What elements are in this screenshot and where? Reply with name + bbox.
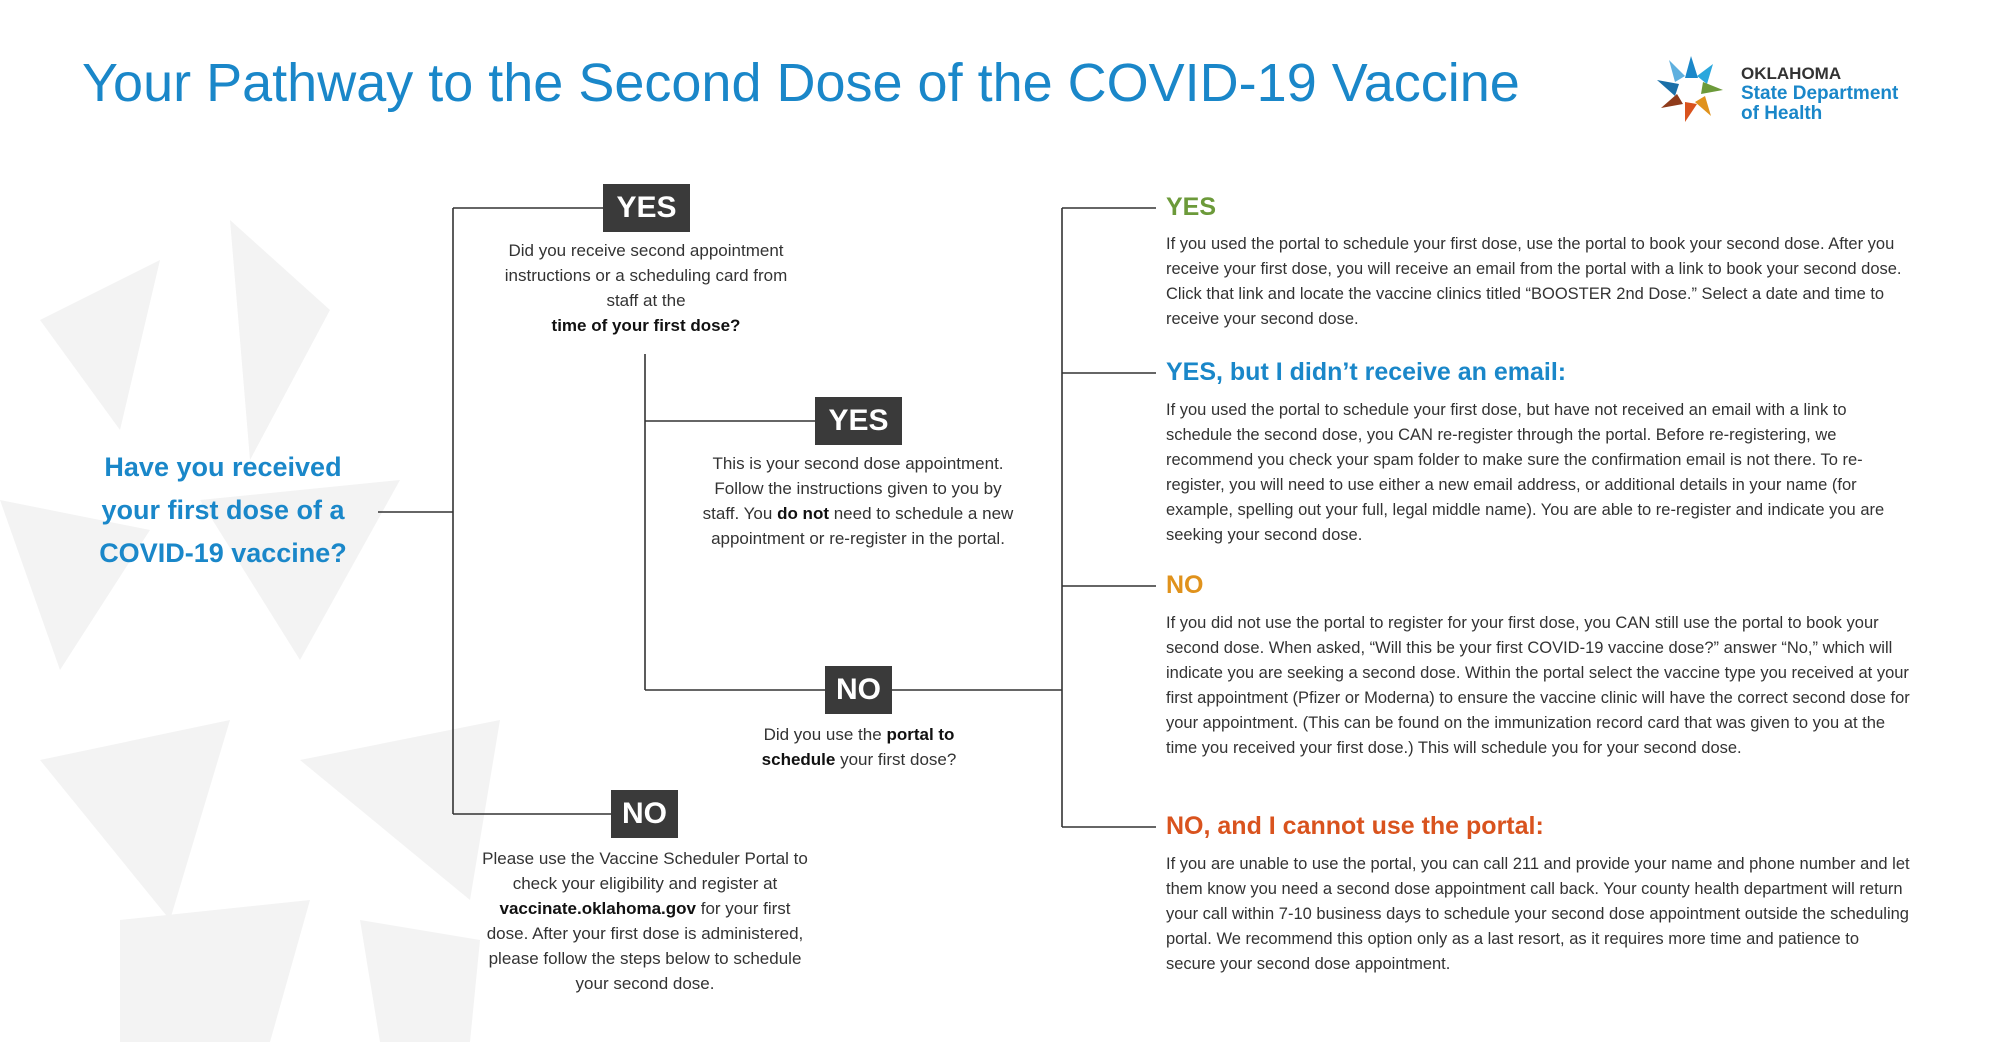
page-title: Your Pathway to the Second Dose of the COVID-19 Vaccine [82,53,1520,113]
right-heading-yes-no-email: YES, but I didn’t receive an email: [1166,358,1567,386]
no-first-info-bold: vaccinate.oklahoma.gov [499,899,697,918]
ok-health-logo [1655,52,1925,128]
no-portal-question-text-b: your first dose? [840,750,957,769]
yes-second-info-text-a: This is your second dose appointment. Follow the instructions given to you by staff. You [702,454,1004,523]
right-text-yes: If you used the portal to schedule your first dose, use the portal to book your second dose. After you receive your first dose, you will receive an email from the portal with a link to book your second dose. Click that link and locate the vaccine clinics titled “BOOSTER 2nd Dose.” Select a date and time to receive your second dose. [1166,235,1902,328]
no-first-info-text-b: for your first dose. After your first dose is administered, please follow the steps below to schedule your second dose. [486,899,804,993]
no-first-info-text-a: Please use the Vaccine Scheduler Portal to check your eligibility and register at [482,849,808,893]
right-text-yes-no-email: If you used the portal to schedule your first dose, but have not received an email with a link to schedule the second dose, you CAN re-register through the portal. Before re-registering, we recommend you check your spam folder to make sure the confirmation email is not there. To re-register, you will need to use either a new email address, or additional details in your name (for example, spelling out your full, legal middle name). You are able to re-register and indicate you are seeking your second dose. [1166,401,1885,544]
logo-line-oklahoma: OKLAHOMA [1741,64,1842,83]
no-portal-question-bold: portal to schedule [761,725,955,769]
no-box-first: NO [611,790,678,838]
right-heading-yes: YES [1166,193,1217,221]
yes-second-info-text-b: need to schedule a new appointment or re-register in the portal. [711,504,1014,548]
yes-first-question [493,238,799,338]
right-text-no-portal: If you are unable to use the portal, you can call 211 and provide your name and phone number and let them know you need a second dose appointment call back. Your county health department will return your call within 7-10 business days to schedule your second dose appointment outside the scheduling portal. We recommend this option only as a last resort, as it requires more time and patience to secure your second dose appointment. [1166,855,1910,973]
yes-second-info [696,451,1020,551]
no-first-info [478,846,812,996]
right-heading-no-portal: NO, and I cannot use the portal: [1166,812,1544,840]
yes-first-question-bold: time of your first dose? [551,316,741,335]
logo-line-of-health: of Health [1741,103,1823,124]
yes-box-second: YES [815,397,902,445]
yes-second-info-bold: do not [777,504,829,523]
right-text-no: If you did not use the portal to register for your first dose, you CAN still use the portal to book your second dose. When asked, “Will this be your first COVID-19 vaccine dose?” answer “No,” which will indicate you are seeking a second dose. Within the portal select the vaccine type you received at your first appointment (Pfizer or Moderna) to ensure the vaccine clinic will have the correct second dose for your appointment. (This can be found on the immunization record card that was given to you at the time you received your first dose.) This will schedule you for your second dose. [1166,614,1910,757]
no-box-portal: NO [825,666,892,714]
oklahoma-star-logo-icon [1655,52,1727,124]
root-question: Have you received your first dose of a COVID-19 vaccine? [99,452,347,568]
right-heading-no: NO [1166,571,1204,599]
yes-first-question-text: Did you receive second appointment instructions or a scheduling card from staff at the [504,241,788,310]
no-portal-question-text-a: Did you use the [763,725,882,744]
logo-line-state-department: State Department [1741,83,1899,104]
yes-box-first: YES [603,184,690,232]
no-portal-question [733,722,985,772]
